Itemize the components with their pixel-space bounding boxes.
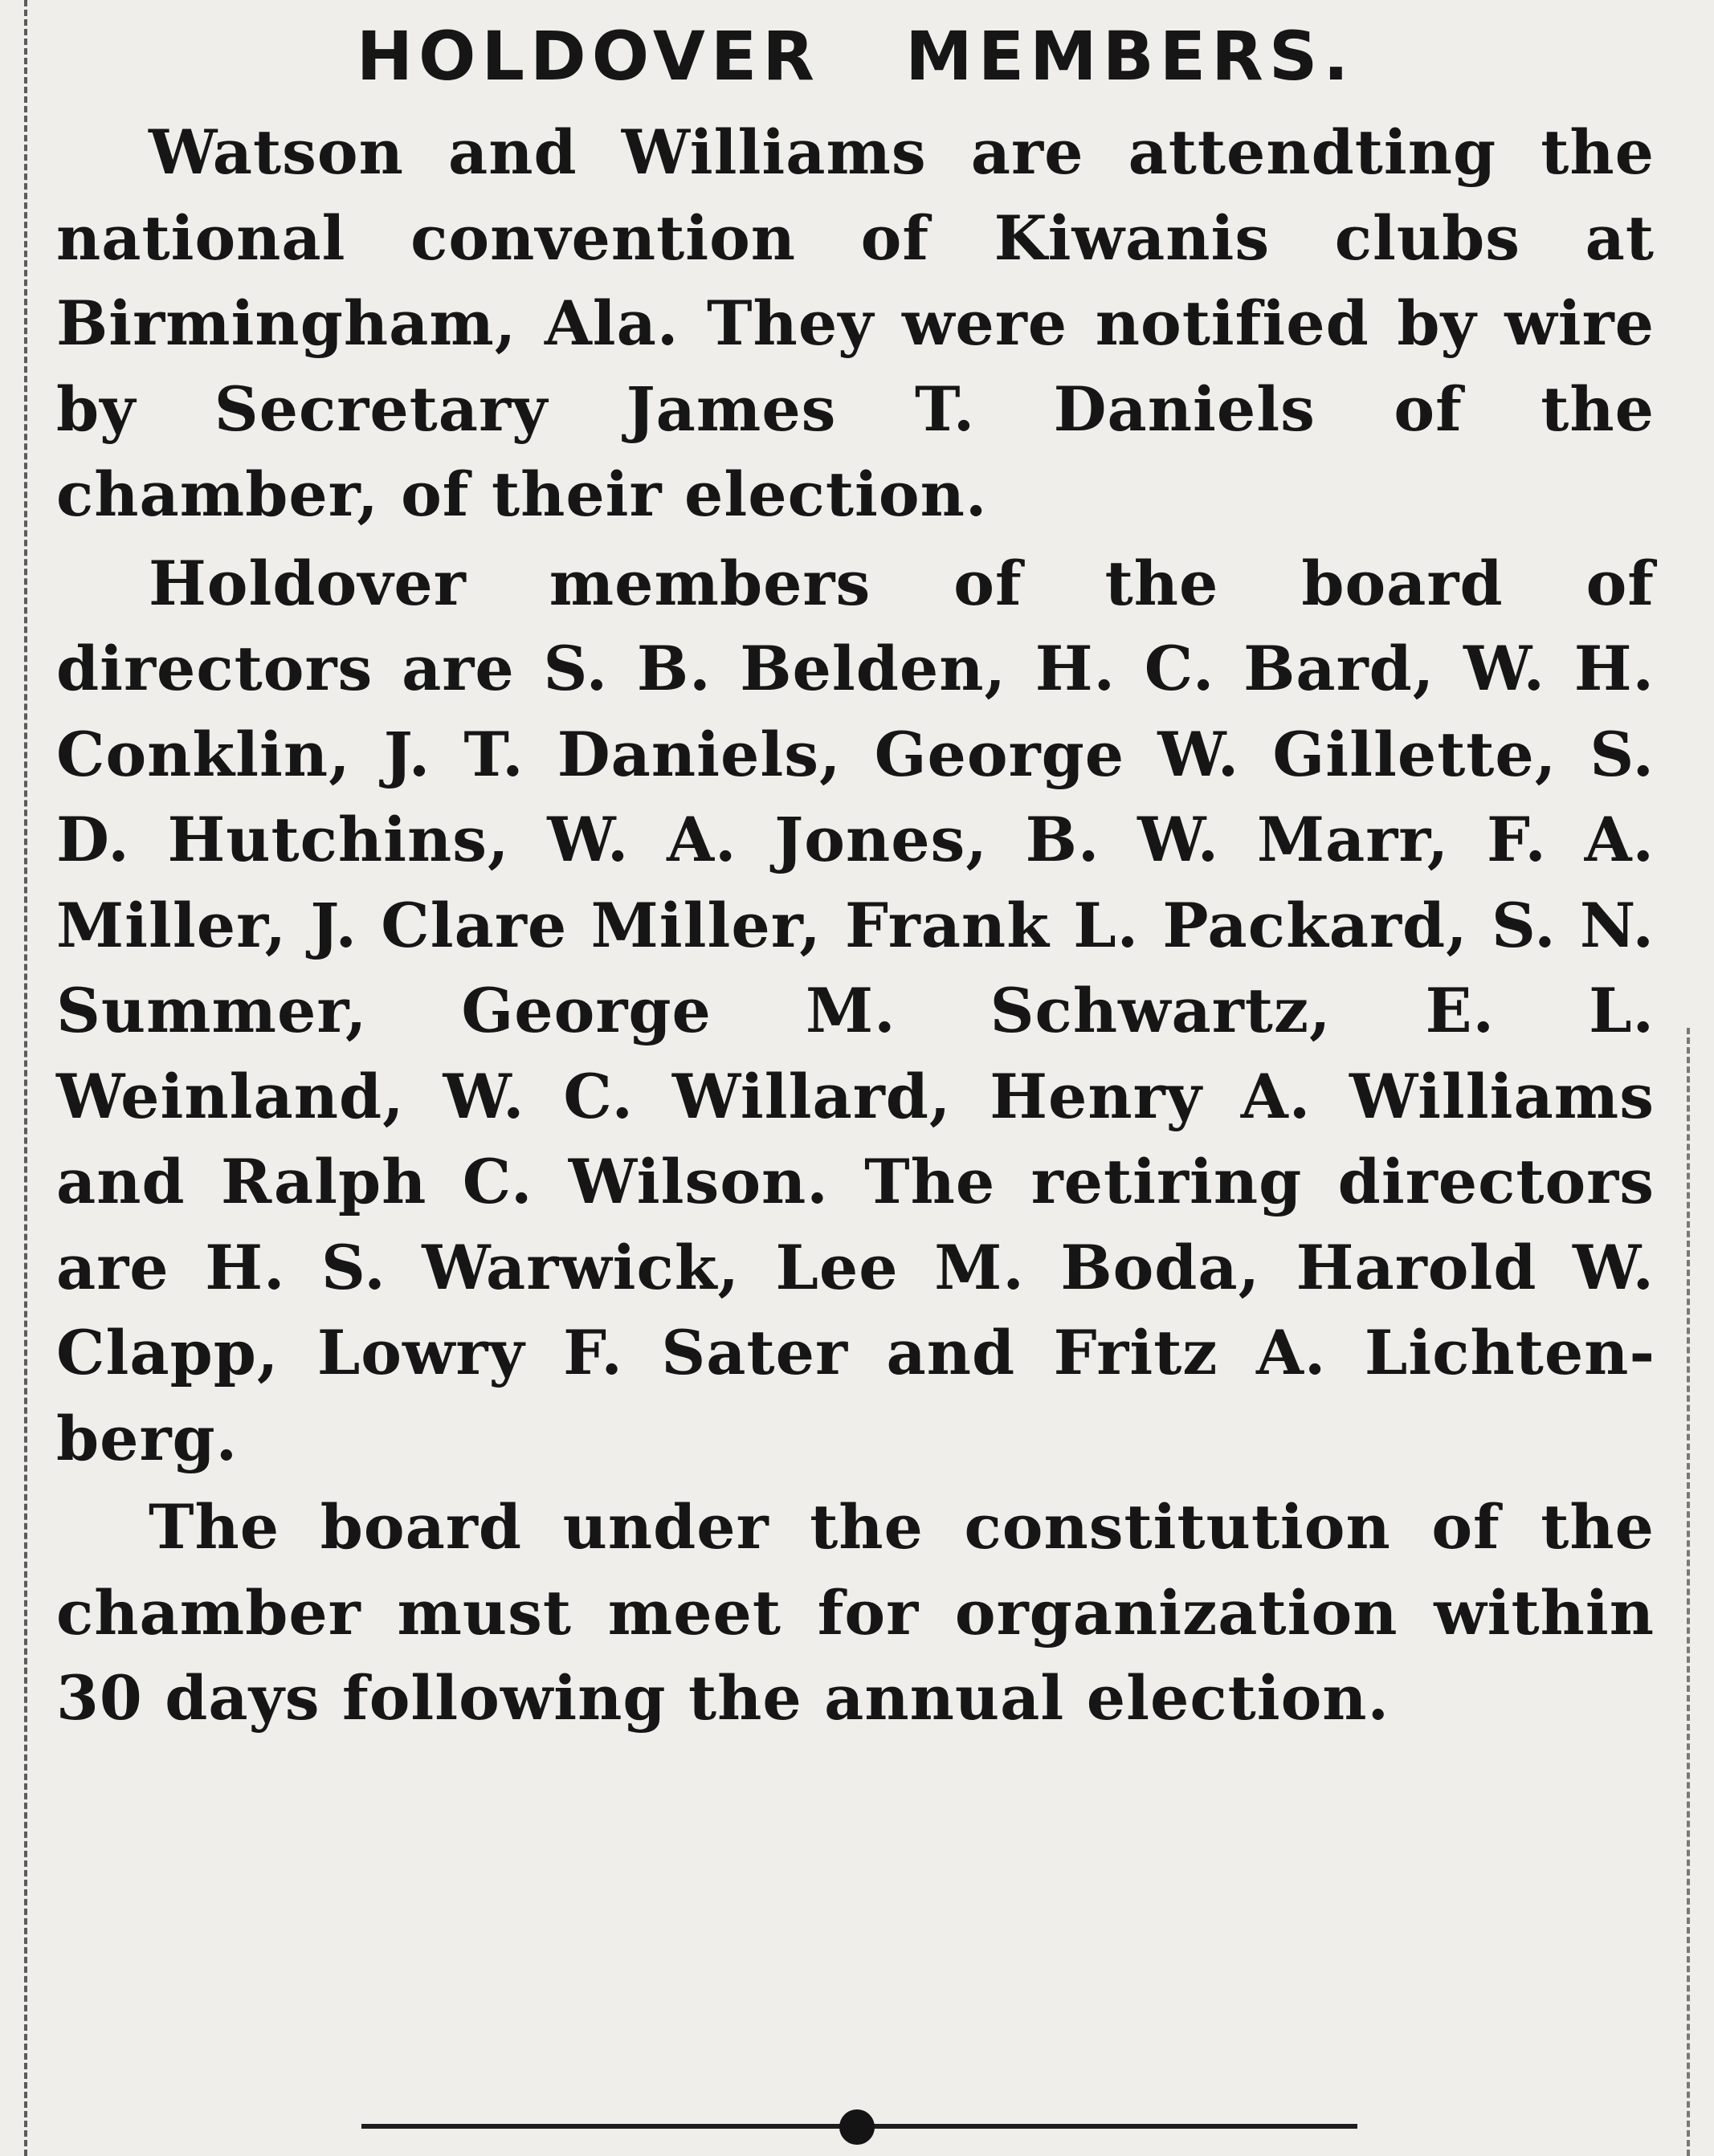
article-column [56, 0, 1655, 1742]
paragraph-1: Watson and Williams are attendting the national convention of Kiwanis clubs at Birmingham, Ala. They were notified by wire by Secretary James T. Daniels of the chamber, of their election. [56, 116, 1655, 530]
right-column-rule [1687, 1028, 1690, 2156]
left-column-rule [24, 0, 27, 2156]
headline: HOLDOVER MEMBERS. [356, 17, 1355, 96]
paragraph-3: The board under the constitution of the chamber must meet for organization within 30 days following the annual election. [56, 1491, 1655, 1734]
paragraph-2: Holdover members of the board of directors are S. B. Belden, H. C. Bard, W. H. Conklin, J. T. Daniels, George W. Gillette, S. D. Hutchins, W. A. Jones, B. W. Marr, F. A. Miller, J. Clare Miller, Frank L. Packard, S. N. Summer, George M. Schwartz, E. L. Weinland, W. C. Willard, Henry A. Williams and Ralph C. Wilson. The retiring directors are H. S. Warwick, Lee M. Boda, Harold W. Clapp, Lowry F. Sater and Fritz A. Lichtenberg. [56, 547, 1655, 1474]
section-divider-dot [839, 2109, 875, 2145]
